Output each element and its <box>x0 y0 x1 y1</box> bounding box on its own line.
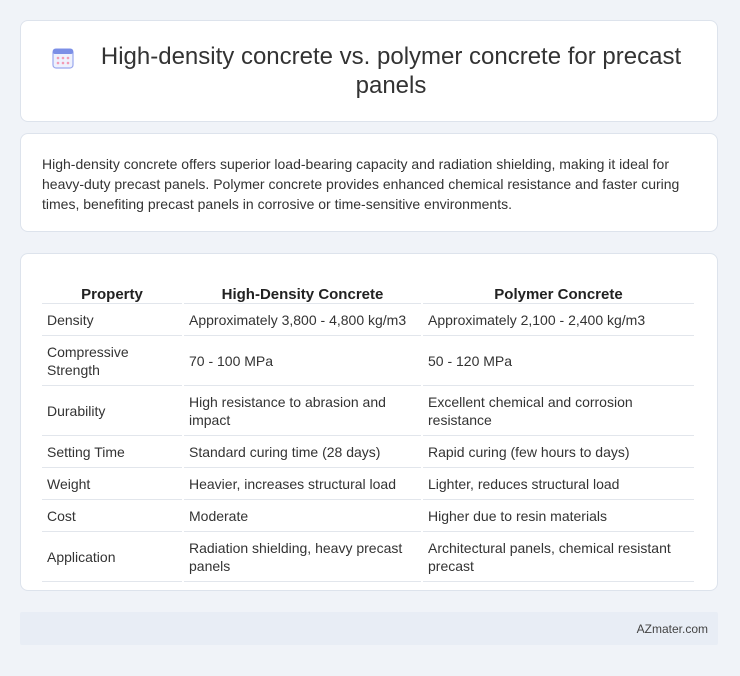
title-card <box>20 20 718 122</box>
table-cell: Architectural panels, chemical resistant precast <box>423 532 694 582</box>
table-cell: Cost <box>42 500 182 532</box>
table-cell: Radiation shielding, heavy precast panels <box>184 532 421 582</box>
table-cell: Standard curing time (28 days) <box>184 436 421 468</box>
table-cell: Weight <box>42 468 182 500</box>
column-header-polymer: Polymer Concrete <box>423 272 694 304</box>
table-cell: 70 - 100 MPa <box>184 336 421 386</box>
table-cell: Compressive Strength <box>42 336 182 386</box>
table-cell: Excellent chemical and corrosion resistance <box>423 386 694 436</box>
table-cell: Approximately 2,100 - 2,400 kg/m3 <box>423 304 694 336</box>
table-cell: Heavier, increases structural load <box>184 468 421 500</box>
table-cell: Density <box>42 304 182 336</box>
table-cell: Moderate <box>184 500 421 532</box>
summary-card <box>20 133 718 232</box>
summary-text: High-density concrete offers superior load-bearing capacity and radiation shielding, making it ideal for heavy-duty precast panels. Polymer concrete provides enhanced chemical resistance and faster curing times, benefiting precast panels in corrosive or time-sensitive environments. <box>42 156 680 212</box>
calendar-icon <box>51 46 75 70</box>
table-cell: Lighter, reduces structural load <box>423 468 694 500</box>
comparison-table <box>40 272 696 582</box>
page-title: High-density concrete vs. polymer concrete for precast panels <box>100 43 682 99</box>
column-header-property: Property <box>42 272 182 304</box>
table-cell: High resistance to abrasion and impact <box>184 386 421 436</box>
table-cell: Approximately 3,800 - 4,800 kg/m3 <box>184 304 421 336</box>
table-row <box>42 468 694 500</box>
table-row <box>42 386 694 436</box>
footer-site-link[interactable]: AZmater.com <box>636 621 708 636</box>
comparison-table-card <box>20 253 718 591</box>
table-row <box>42 532 694 582</box>
title-wrap <box>51 42 687 100</box>
table-cell: Higher due to resin materials <box>423 500 694 532</box>
table-row <box>42 336 694 386</box>
table-cell: Durability <box>42 386 182 436</box>
table-cell: Application <box>42 532 182 582</box>
table-row <box>42 500 694 532</box>
column-header-high-density: High-Density Concrete <box>184 272 421 304</box>
table-row <box>42 436 694 468</box>
table-cell: 50 - 120 MPa <box>423 336 694 386</box>
footer <box>20 612 718 645</box>
table-cell: Setting Time <box>42 436 182 468</box>
table-row <box>42 304 694 336</box>
table-cell: Rapid curing (few hours to days) <box>423 436 694 468</box>
